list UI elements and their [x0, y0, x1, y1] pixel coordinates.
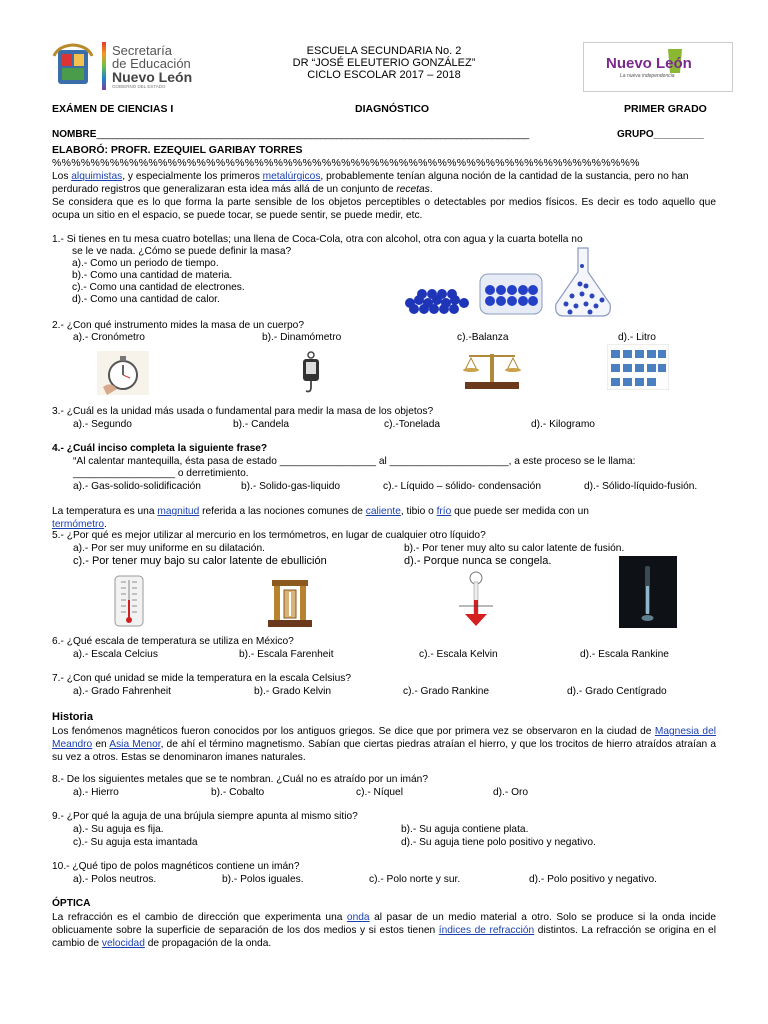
q8-option-c[interactable]: c).- Níquel — [356, 787, 403, 798]
balance-scale-image — [461, 348, 523, 390]
q2-option-c[interactable]: c).-Balanza — [457, 332, 509, 343]
q1-option-c[interactable]: c).- Como una cantidad de electrones. — [72, 282, 245, 293]
link-magnesia-del-meandro[interactable]: Magnesia del Meandro — [52, 726, 716, 750]
q3-option-d[interactable]: d).- Kilogramo — [531, 419, 595, 430]
school-patron: DR “JOSÉ ELEUTERIO GONZÁLEZ” — [292, 57, 476, 69]
nuevo-leon-logo — [583, 42, 733, 92]
q5-text: 5.- ¿Por qué es mejor utilizar al mercurio en los termómetros, en lugar de cualquier otro líquido? — [52, 530, 486, 541]
historia-text-b: en — [92, 739, 110, 750]
q10-text: 10.- ¿Qué tipo de polos magnéticos contiene un imán? — [52, 861, 300, 872]
q3-text: 3.- ¿Cuál es la unidad más usada o fundamental para medir la masa de los objetos? — [52, 406, 434, 417]
intro-text-b: , y especialmente los primeros — [122, 171, 263, 182]
name-label-text: NOMBRE — [52, 129, 97, 140]
q3-option-b[interactable]: b).- Candela — [233, 419, 290, 430]
q4-option-c[interactable]: c).- Líquido – sólido- condensación — [383, 481, 542, 492]
intro-text-c: , probablemente tenían alguna noción de la cantidad de la sustancia, pero no han perdurado registros que generalizaran esta idea más allá de un conjunto de — [52, 171, 689, 195]
historia-heading: Historia — [52, 711, 93, 723]
q2-option-d[interactable]: d).- Litro — [618, 332, 656, 343]
q5-option-b[interactable]: b).- Por tener muy alto su calor latente de fusión. — [404, 543, 625, 554]
sep-logo-line-3: Nuevo León — [112, 69, 193, 85]
group-field[interactable]: GRUPO_________ — [617, 129, 704, 140]
q9-option-a[interactable]: a).- Su aguja es fija. — [73, 824, 164, 835]
q1-option-b[interactable]: b).- Como una cantidad de materia. — [72, 270, 233, 281]
nuevo-leon-logo-tagline: La nueva independencia — [620, 73, 675, 79]
q2-text: 2.- ¿Con qué instrumento mides la masa de un cuerpo? — [52, 320, 304, 331]
q5-option-d[interactable]: d).- Porque nunca se congela. — [404, 555, 552, 567]
q4-text: 4.- ¿Cuál inciso completa la siguiente frase? — [52, 443, 268, 454]
q4-option-a[interactable]: a).- Gas-solido-solidificación — [73, 481, 201, 492]
author-line: ELABORÓ: PROFR. EZEQUIEL GARIBAY TORRES — [52, 144, 303, 156]
link-frio[interactable]: frío — [436, 506, 452, 517]
temp-text-a: La temperatura es una — [52, 506, 158, 517]
q1-text-2: se le ve nada. ¿Cómo se puede definir la masa? — [72, 246, 292, 257]
link-alquimistas[interactable]: alquimistas — [71, 171, 123, 182]
optica-paragraph — [52, 911, 716, 950]
measuring-cups-image — [607, 344, 669, 390]
beaker-spheres-image — [476, 270, 546, 316]
temp-text-c: , tibio o — [400, 506, 437, 517]
intro-paragraph-2: Se considera que es lo que forma la parte sensible de los objetos perceptibles o detectables por medios físicos. Es decir es todo aquello que ocupa un sitio en el espacio, se puede tocar, se puede sentir, se puede medir, etc. — [52, 197, 716, 221]
school-cycle: CICLO ESCOLAR 2017 – 2018 — [307, 69, 461, 81]
thermometer-diagram-image — [453, 570, 499, 626]
q1-text-1: 1.- Si tienes en tu mesa cuatro botellas; una llena de Coca-Cola, otra con alcohol, otra con agua y la cuarta botella no — [52, 234, 583, 245]
link-asia-menor[interactable]: Asia Menor — [109, 739, 161, 750]
link-onda[interactable]: onda — [346, 912, 370, 923]
exam-type: DIAGNÓSTICO — [355, 103, 430, 115]
blue-spheres-image — [402, 281, 472, 315]
q6-option-b[interactable]: b).- Escala Farenheit — [239, 649, 334, 660]
q8-option-b[interactable]: b).- Cobalto — [211, 787, 265, 798]
optica-text-b: al pasar de un medio material a otro. Solo se produce si la onda incide oblicuamente sobre la superficie de separación de los dos medios y si estos tienen — [52, 912, 716, 936]
link-velocidad[interactable]: velocidad — [101, 938, 145, 949]
optica-text-a: La refracción es el cambio de dirección que experimenta una — [52, 912, 347, 923]
stopwatch-image — [97, 351, 149, 395]
link-metalurgicos[interactable]: metalúrgicos — [262, 171, 321, 182]
q8-text: 8.- De los siguientes metales que se te nombran. ¿Cuál no es atraído por un imán? — [52, 774, 429, 785]
temp-text-b: referida a las nociones comunes de — [199, 506, 366, 517]
sep-logo-line-2: de Educación — [112, 56, 191, 71]
name-label — [52, 129, 529, 140]
q2-option-b[interactable]: b).- Dinamómetro — [262, 332, 342, 343]
q7-option-c[interactable]: c).- Grado Rankine — [403, 686, 490, 697]
q10-option-a[interactable]: a).- Polos neutros. — [73, 874, 157, 885]
q6-option-d[interactable]: d).- Escala Rankine — [580, 649, 669, 660]
separator-line: %%%%%%%%%%%%%%%%%%%%%%%%%%%%%%%%%%%%%%%%%%%%%%%%%%%%%%%%%%%%% — [52, 157, 640, 169]
dynamometer-image — [300, 351, 322, 395]
q9-option-c[interactable]: c).- Su aguja esta imantada — [73, 837, 198, 848]
exam-subject: EXÁMEN DE CIENCIAS I — [52, 103, 174, 115]
brass-instrument-image — [266, 576, 314, 628]
link-termometro[interactable]: termómetro — [52, 519, 105, 530]
q4-option-d[interactable]: d).- Sólido-líquido-fusión. — [584, 481, 698, 492]
q10-option-c[interactable]: c).- Polo norte y sur. — [369, 874, 461, 885]
optica-text-c: distintos. La refracción se origina en el cambio de — [52, 925, 716, 949]
intro-text-a: Los — [52, 171, 72, 182]
q2-option-a[interactable]: a).- Cronómetro — [73, 332, 145, 343]
link-caliente[interactable]: caliente — [365, 506, 401, 517]
q3-option-c[interactable]: c).-Tonelada — [384, 419, 441, 430]
q5-option-c[interactable]: c).- Por tener muy bajo su calor latente de ebullición — [73, 555, 327, 567]
temp-text-d: que puede ser medida con un — [451, 506, 589, 517]
q4-option-b[interactable]: b).- Solido-gas-liquido — [241, 481, 341, 492]
q5-option-a[interactable]: a).- Por ser muy uniforme en su dilatación. — [73, 543, 265, 554]
wall-thermometer-image — [111, 574, 147, 628]
intro-text-em: recetas — [396, 184, 430, 195]
link-magnitud[interactable]: magnitud — [157, 506, 200, 517]
q7-option-a[interactable]: a).- Grado Fahrenheit — [73, 686, 171, 697]
q4-sentence-1: “Al calentar mantequilla, ésta pasa de estado _________________ al _____________________, a este proceso se le llama: — [73, 456, 636, 467]
exam-grade: PRIMER GRADO — [624, 103, 707, 115]
name-blank[interactable]: ___________________________________________________________________________________ — [96, 129, 530, 140]
q10-option-d[interactable]: d).- Polo positivo y negativo. — [529, 874, 657, 885]
q8-option-a[interactable]: a).- Hierro — [73, 787, 119, 798]
historia-text-a: Los fenómenos magnéticos fueron conocidos por los antiguos griegos. Se dice que por primera vez se observaron en la ciudad de — [52, 726, 655, 737]
intro-text-d: . — [429, 184, 433, 195]
school-name: ESCUELA SECUNDARIA No. 2 — [306, 45, 462, 57]
q10-option-b[interactable]: b).- Polos iguales. — [222, 874, 304, 885]
nuevo-leon-logo-title: Nuevo León — [606, 55, 692, 72]
optica-text-d: de propagación de la onda. — [144, 938, 272, 949]
q3-option-a[interactable]: a).- Segundo — [73, 419, 132, 430]
historia-text-c: , de ahí el término magnetismo. Sabían que ciertas piedras atraían el hierro, y que los trocitos de hierro atraídos atraían a su vez a otros. Estas se denominaron imanes naturales. — [52, 739, 716, 763]
sep-logo-line-4: GOBIERNO DEL ESTADO — [112, 84, 166, 89]
q9-option-b[interactable]: b).- Su aguja contiene plata. — [401, 824, 529, 835]
optica-heading: ÓPTICA — [52, 898, 91, 909]
flask-image — [552, 246, 614, 318]
q6-text: 6.- ¿Qué escala de temperatura se utiliza en México? — [52, 636, 294, 647]
q6-option-c[interactable]: c).- Escala Kelvin — [419, 649, 498, 660]
q9-option-d[interactable]: d).- Su aguja tiene polo positivo y negativo. — [401, 837, 596, 848]
intro-paragraph-1 — [52, 170, 716, 196]
q7-option-d[interactable]: d).- Grado Centígrado — [567, 686, 667, 697]
q1-option-a[interactable]: a).- Como un periodo de tiempo. — [72, 258, 219, 269]
q7-option-b[interactable]: b).- Grado Kelvin — [254, 686, 332, 697]
q9-text: 9.- ¿Por qué la aguja de una brújula siempre apunta al mismo sitio? — [52, 811, 358, 822]
temp-text-e: . — [104, 519, 107, 530]
q7-text: 7.- ¿Con qué unidad se mide la temperatura en la escala Celsius? — [52, 673, 351, 684]
link-indices-de-refraccion[interactable]: índices de refracción — [438, 925, 535, 936]
sep-logo-line-1: Secretaría — [112, 43, 172, 58]
q1-option-d[interactable]: d).- Como una cantidad de calor. — [72, 294, 220, 305]
q4-sentence-2: __________________ o derretimiento. — [73, 468, 249, 479]
historia-paragraph — [52, 725, 716, 764]
temperature-intro — [52, 505, 716, 531]
q8-option-d[interactable]: d).- Oro — [493, 787, 529, 798]
thermometer-dark-image — [619, 556, 677, 628]
q6-option-a[interactable]: a).- Escala Celcius — [73, 649, 158, 660]
